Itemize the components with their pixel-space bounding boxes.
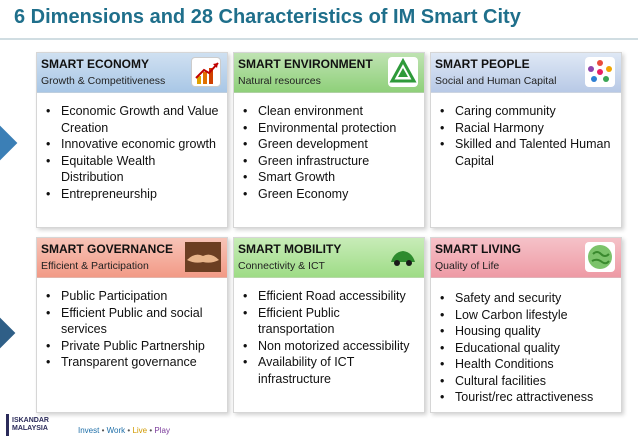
left-diamond-decoration-2 (0, 315, 15, 352)
panel-heading: SMART PEOPLE (435, 57, 530, 71)
panel-heading: SMART GOVERNANCE (41, 242, 174, 256)
panel-header (234, 53, 424, 93)
list-item: • Housing quality (437, 323, 615, 340)
panel-subheading: Growth & Competitiveness (41, 75, 166, 87)
list-item: • Private Public Partnership (43, 338, 221, 355)
panel-heading: SMART ECONOMY (41, 57, 149, 71)
panel-subheading: Natural resources (238, 75, 321, 87)
panel-subheading: Quality of Life (435, 260, 500, 272)
list-item: • Educational quality (437, 340, 615, 357)
title-divider (0, 38, 638, 40)
list-item: • Green infrastructure (240, 153, 418, 170)
list-item: • Green development (240, 136, 418, 153)
panel-subheading: Efficient & Participation (41, 260, 149, 272)
panel-heading: SMART ENVIRONMENT (238, 57, 373, 71)
list-item: • Clean environment (240, 103, 418, 120)
panel-item-list (43, 103, 221, 202)
panel-smart-economy (36, 52, 228, 228)
panel-subheading: Social and Human Capital (435, 75, 557, 87)
list-item: • Transparent governance (43, 354, 221, 371)
list-item: • Health Conditions (437, 356, 615, 373)
panel-item-list (437, 290, 615, 406)
panel-smart-governance (36, 237, 228, 413)
tag-separator: • (127, 426, 131, 435)
list-item: • Safety and security (437, 290, 615, 307)
panel-header (37, 53, 227, 93)
list-item: • Environmental protection (240, 120, 418, 137)
list-item: • Tourist/rec attractiveness (437, 389, 615, 406)
list-item: • Low Carbon lifestyle (437, 307, 615, 324)
iskandar-logo: ISKANDAR MALAYSIA (6, 414, 58, 436)
panel-smart-people (430, 52, 622, 228)
list-item: • Caring community (437, 103, 615, 120)
tag-separator: • (101, 426, 105, 435)
panel-smart-living (430, 237, 622, 413)
list-item: • Equitable Wealth Distribution (43, 153, 221, 186)
panel-header (431, 238, 621, 278)
panel-header (431, 53, 621, 93)
green-globe-icon (585, 242, 615, 272)
list-item: • Cultural facilities (437, 373, 615, 390)
list-item: • Efficient Public transportation (240, 305, 418, 338)
list-item: • Innovative economic growth (43, 136, 221, 153)
footer (0, 402, 638, 442)
panel-heading: SMART MOBILITY (238, 242, 342, 256)
list-item: • Non motorized accessibility (240, 338, 418, 355)
list-item: • Entrepreneurship (43, 186, 221, 203)
panel-item-list (437, 103, 615, 169)
green-car-icon (388, 242, 418, 272)
tag-invest: Invest (78, 426, 100, 435)
list-item: • Racial Harmony (437, 120, 615, 137)
footer-tagline (78, 426, 170, 435)
list-item: • Availability of ICT infrastructure (240, 354, 418, 387)
list-item: • Skilled and Talented Human Capital (437, 136, 615, 169)
left-diamond-decoration (0, 125, 17, 162)
handshake-icon (185, 242, 221, 272)
panel-smart-mobility (233, 237, 425, 413)
list-item: • Green Economy (240, 186, 418, 203)
tag-separator: • (149, 426, 153, 435)
list-item: • Public Participation (43, 288, 221, 305)
tag-live: Live (132, 426, 148, 435)
panel-item-list (240, 288, 418, 387)
list-item: • Efficient Road accessibility (240, 288, 418, 305)
tag-play: Play (154, 426, 170, 435)
page-title: 6 Dimensions and 28 Characteristics of IM Smart City (14, 6, 521, 28)
panel-header (234, 238, 424, 278)
panel-heading: SMART LIVING (435, 242, 521, 256)
list-item: • Efficient Public and social services (43, 305, 221, 338)
list-item: • Economic Growth and Value Creation (43, 103, 221, 136)
tag-work: Work (106, 426, 126, 435)
panel-item-list (240, 103, 418, 202)
growth-chart-icon (191, 57, 221, 87)
panel-smart-environment (233, 52, 425, 228)
list-item: • Smart Growth (240, 169, 418, 186)
recycle-icon (388, 57, 418, 87)
panel-item-list (43, 288, 221, 371)
people-circle-icon (585, 57, 615, 87)
panel-subheading: Connectivity & ICT (238, 260, 325, 272)
panel-header (37, 238, 227, 278)
